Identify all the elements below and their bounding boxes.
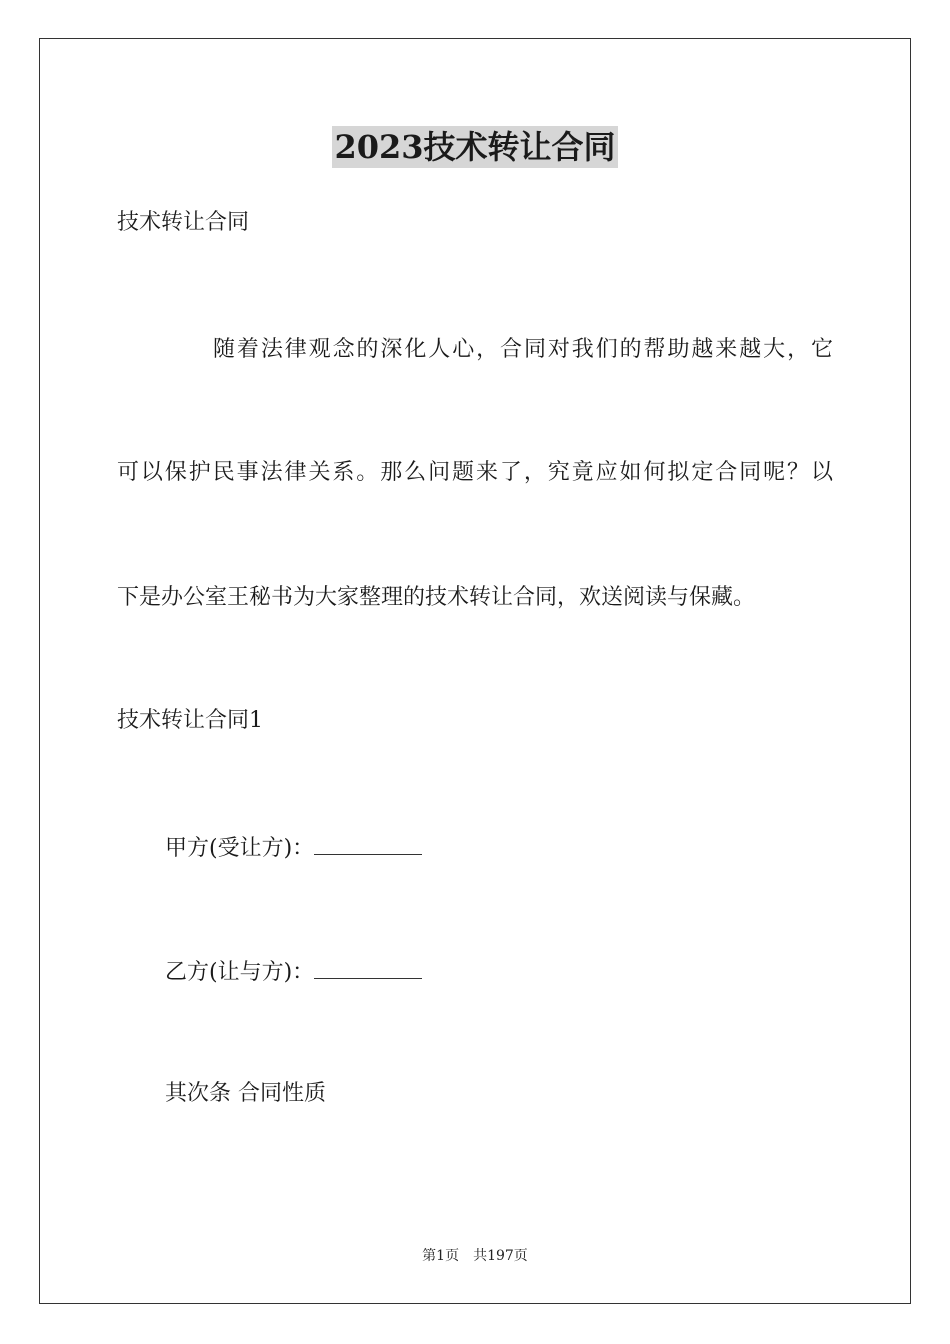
article-heading: 其次条 合同性质	[165, 1081, 326, 1106]
title-wrap	[0, 126, 950, 168]
party-a-blank[interactable]	[314, 832, 422, 855]
intro-line-3: 下是办公室王秘书为大家整理的技术转让合同，欢送阅读与保藏。	[117, 585, 756, 610]
party-b-label: 乙方(让与方)：	[165, 960, 315, 985]
party-b-row	[165, 956, 422, 988]
section-heading: 技术转让合同1	[117, 708, 263, 733]
intro-line-2: 可以保护民事法律关系。那么问题来了，究竟应如何拟定合同呢？以	[117, 460, 833, 485]
document-subtitle: 技术转让合同	[117, 210, 250, 235]
document-title: 2023技术转让合同	[334, 128, 616, 166]
intro-line-1: 随着法律观念的深化人心，合同对我们的帮助越来越大，它	[213, 337, 833, 362]
page-footer: 第1页 共197页	[422, 1248, 528, 1264]
party-a-row	[165, 832, 422, 864]
party-a-label: 甲方(受让方)：	[165, 836, 315, 861]
party-b-blank[interactable]	[314, 956, 422, 979]
